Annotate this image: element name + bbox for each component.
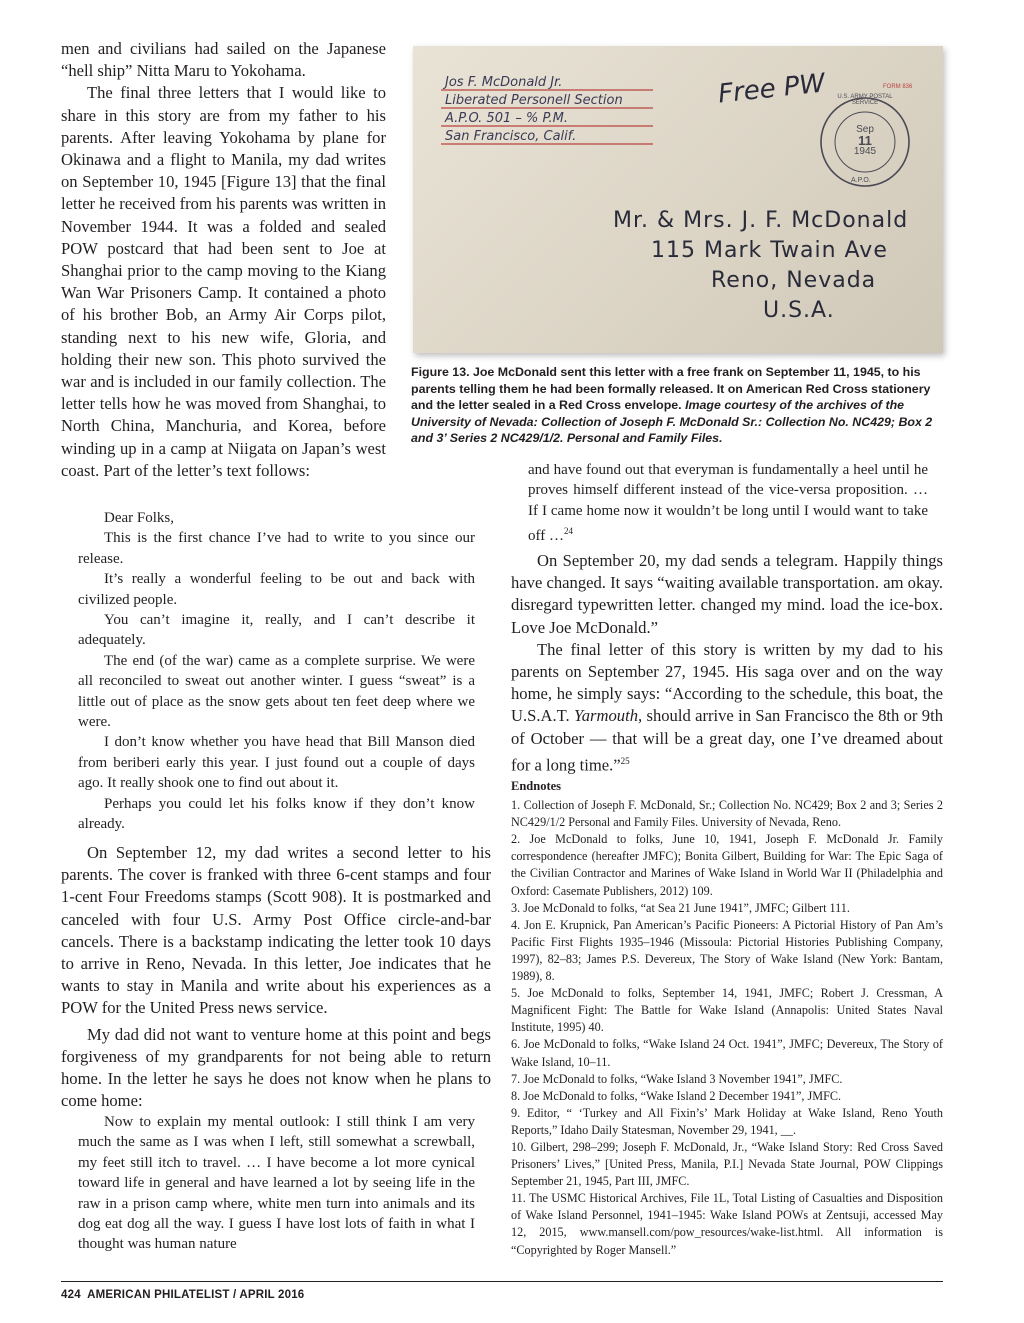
paragraph [511, 639, 943, 777]
letter-line: I don’t know whether you have head that Bill Manson died from beriberi early this year. I just found out a couple of days ago. It really shook one to find out about it. [78, 734, 475, 792]
left-column-bottom [61, 842, 491, 1112]
endnote: 11. The USMC Historical Archives, File 1L, Total Listing of Casualties and Disposition of Wake Island Personnel, 1941–1945: Wake Island POWs at Zentsuji, accessed May 12, 2015, www.mansell.com/pow_resources/wake-list.html. All information is “Copyrighted by Roger Mansell.” [511, 1191, 943, 1257]
letter-quote [78, 508, 475, 835]
letter-line: Now to explain my mental outlook: I still think I am very much the same as I was when I left, still somewhat a screwball, my feet still itch to travel. … I have become a lot more cynical toward life in general and have learned a lot by seeing life in the raw in a prison camp where, white men turn into animals and its dog eat dog all the way. I guess I have lost lots of faith in what I thought was human nature [78, 1114, 475, 1253]
paragraph-text: should arrive in San Francisco the 8th or 9th of October — that will be a great day, one I’ve dreamed about for a long time.” [511, 706, 944, 775]
addressee [613, 206, 908, 326]
postmark-apo: A.P.O. [851, 177, 871, 184]
ship-name: Yarmouth, [574, 706, 643, 726]
paragraph-text: The final letter of this story is written by my dad to his parents on September 27, 1945. His saga over and on the way home, he simply says: “According to the schedule, this boat, the U.S.A.T. [511, 639, 943, 726]
endnotes [511, 778, 943, 1259]
caption-credit: Image courtesy of the archives of the University of Nevada: Collection of Joseph F. McDonald Sr.: Collection No. NC429; Box 2 and 3’ Series 2 NC429/1/2. Personal and Family Files. [411, 398, 933, 445]
endnote: 3. Joe McDonald to folks, “at Sea 21 June 1941”, JMFC; Gilbert 111. [511, 900, 850, 915]
endnote: 1. Collection of Joseph F. McDonald, Sr.; Collection No. NC429; Box 2 and 3; Series 2 NC429/1/2 Personal and Family Files. University of Nevada, Reno. [511, 798, 943, 830]
endnote: 7. Joe McDonald to folks, “Wake Island 3 November 1941”, JMFC. [511, 1071, 843, 1086]
endnote: 2. Joe McDonald to folks, June 10, 1941, Joseph F. McDonald Jr. Family correspondence (hereafter JMFC); Bonita Gilbert, Building for War: The Epic Saga of the Civilian Contractor and Marines of Wake Island in World War II (Philadelphia and Oxford: Casemate Publishers, 2012) 109. [511, 832, 943, 898]
endnote: 9. Editor, “ ‘Turkey and All Fixin’s’ Mark Holiday at Wake Island, Reno Youth Reports,” Idaho Daily Statesman, November 29, 1941, __. [511, 1105, 943, 1137]
envelope-figure [413, 46, 943, 353]
letter-quote-continued [528, 460, 928, 547]
free-frank: Free PW [716, 68, 827, 110]
letter-line: It’s really a wonderful feeling to be out and back with civilized people. [78, 571, 475, 608]
endnote: 5. Joe McDonald to folks, September 14, 1941, JMFC; Robert J. Cressman, A Magnificent Fight: The Battle for Wake Island (Annapolis: United States Naval Institute, 1995) 40. [511, 986, 943, 1035]
return-line: San Francisco, Calif. [445, 129, 577, 144]
letter-line: The end (of the war) came as a complete surprise. We were all reconciled to sweat out another winter. I guess “sweat” is a little out of place as the snow gets about ten feet deep where we were. [78, 652, 475, 731]
paragraph: men and civilians had sailed on the Japanese “hell ship” Nitta Maru to Yokohama. [61, 39, 386, 81]
endnote: 10. Gilbert, 298–299; Joseph F. McDonald, Jr., “Wake Island Story: Red Cross Saved Prisoners’ Lives,” [United Press, Manila, P.I.] Nevada State Journal, POW Clippings September 21, 1945, Part III, JMFC. [511, 1139, 943, 1189]
letter-salutation: Dear Folks, [104, 510, 174, 526]
footer-rule [61, 1281, 943, 1282]
paragraph: The final three letters that I would like to share in this story are from my father to his parents. After leaving Yokohama by plane for Okinawa and a flight to Manila, my dad writes on September 10, 1945 [Figure 13] that the final letter he received from his parents was written in November 1944. It was a folded and sealed POW postcard that had been sent to Joe at Shanghai prior to the camp moving to the Kiang Wan War Prisoners Camp. It contained a photo of his brother Bob, an Army Air Corps pilot, standing next to his new wife, Gloria, and holding their new son. This photo survived the war and is included in our family collection. The letter tells how he was moved from Shanghai, to North China, Manchuria, and Korea, before winding up in a camp at Niigata on Japan’s west coast. Part of the letter’s text follows: [61, 83, 386, 480]
endnote: 8. Joe McDonald to folks, “Wake Island 2 December 1941”, JMFC. [511, 1088, 842, 1103]
letter-line: You can’t imagine it, really, and I can’t describe it adequately. [78, 612, 475, 649]
note-ref: 24 [563, 526, 573, 537]
postmark-ring-text: U.S. ARMY POSTAL SERVICE [837, 94, 893, 106]
letter-quote-2 [78, 1112, 475, 1255]
paragraph: On September 20, my dad sends a telegram. Happily things have changed. It says “waiting available transportation. am okay. disregard typewritten letter. changed my mind. load the ice-box. Love Joe McDonald.” [511, 551, 943, 637]
letter-line [528, 460, 928, 547]
endnote: 6. Joe McDonald to folks, “Wake Island 24 Oct. 1941”, JMFC; Devereux, The Story of Wake Island, 10–11. [511, 1037, 943, 1069]
endnotes-heading: Endnotes [511, 779, 562, 793]
left-column-top [61, 38, 386, 482]
figure-caption [411, 364, 946, 447]
endnote: 4. Jon E. Krupnick, Pan American’s Pacific Pioneers: A Pictorial History of Pan Am’s Pacific First Flights 1935–1946 (Missoula: Pictorial Histories Publishing Company, 1997), 82–83; James P.S. Devereux, The Story of Wake Island (New York: Bantam, 1989), 8. [511, 917, 943, 984]
paragraph: My dad did not want to venture home at this point and begs forgiveness of my grandparents for not being able to return home. In the letter he says he does not know when he plans to come home: [61, 1024, 491, 1111]
quote-text: and have found out that everyman is fundamentally a heel until he proves himself different instead of the vice-versa proposition. … If I came home now it wouldn’t be long until I would want to take off … [528, 462, 928, 545]
page-footer: 424 AMERICAN PHILATELIST / APRIL 2016 [61, 1289, 305, 1301]
caption-text: Figure 13. Joe McDonald sent this letter with a free frank on September 11, 1945, to his parents telling them he had been formally released. It on American Red Cross stationery and the letter sealed in a Red Cross envelope. [411, 365, 931, 412]
return-line: Jos F. McDonald Jr. [445, 75, 563, 90]
letter-line: Perhaps you could let his folks know if they don’t know already. [78, 795, 475, 833]
return-line: Liberated Personell Section [445, 93, 623, 108]
address-line: 115 Mark Twain Ave [651, 238, 888, 263]
address-line: U.S.A. [763, 298, 835, 323]
postmark-day: 11 [858, 133, 872, 148]
postmark-month: Sep [856, 124, 874, 135]
address-line: Reno, Nevada [711, 268, 877, 293]
right-column-body [511, 550, 943, 777]
note-ref: 25 [620, 755, 630, 766]
letter-line: This is the first chance I’ve had to write to you since our release. [78, 530, 475, 567]
postmark-center [845, 124, 885, 157]
postmark-year: 1945 [853, 146, 877, 157]
address-line: Mr. & Mrs. J. F. McDonald [613, 208, 909, 233]
return-address [445, 74, 623, 146]
return-line: A.P.O. 501 – % P.M. [445, 111, 569, 126]
paragraph: On September 12, my dad writes a second letter to his parents. The cover is franked with three 6-cent stamps and four 1-cent Four Freedoms stamps (Scott 908). It is postmarked and canceled with four U.S. Army Post Office circle-and-bar cancels. There is a backstamp indicating the letter took 10 days to arrive in Reno, Nevada. In this letter, Joe indicates that he wants to stay in Manila and write about his experiences as a POW for the United Press news service. [61, 843, 491, 1018]
form-label: FORM 836 [883, 84, 913, 90]
